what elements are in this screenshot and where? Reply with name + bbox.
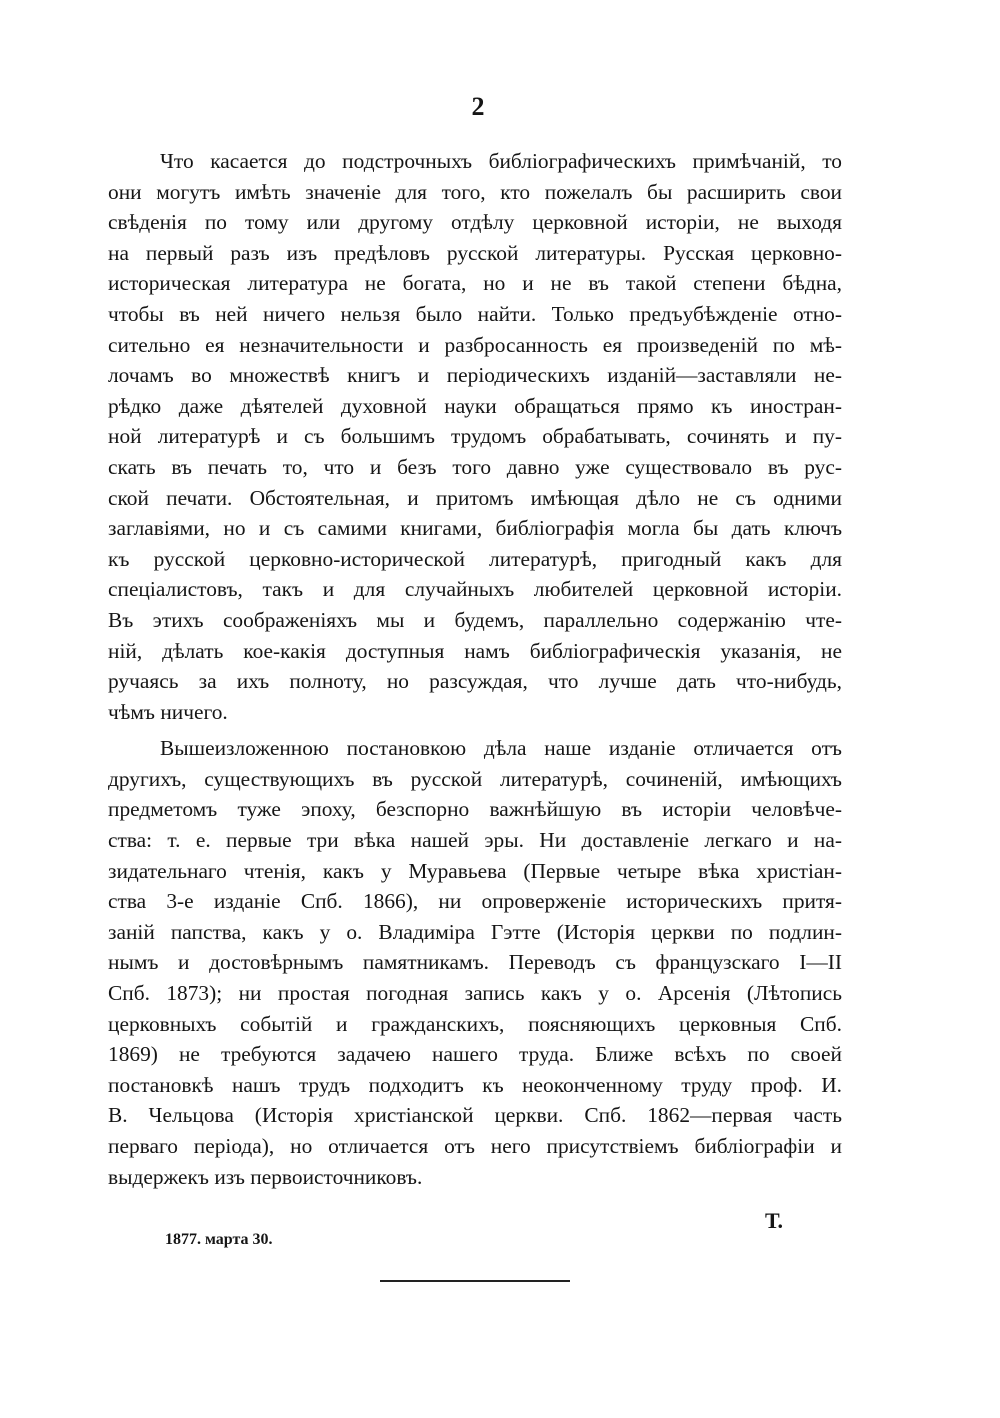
text-line: нымъ и достовѣрнымъ памятникамъ. Переводъ съ французскаго I—II [108,950,842,975]
text-line: ства: т. е. первые три вѣка нашей эры. Ни доставленіе легкаго и на- [108,828,842,853]
text-line: они могутъ имѣть значеніе для того, кто пожелалъ бы расширить свои [108,179,842,204]
text-line: перваго періода), но отличается отъ него присутствіемъ библіографіи и [108,1134,842,1158]
text-line: выдержекъ изъ первоисточниковъ. [108,1164,423,1189]
text-line: ной литературѣ и съ большимъ трудомъ обрабатывать, сочинять и пу- [108,424,842,449]
separator-rule [380,1280,570,1282]
text-line: предметомъ туже эпоху, безспорно важнѣйшую въ исторіи человѣче- [108,797,842,822]
text-line: церковныхъ событій и гражданскихъ, поясняющихъ церковныя Спб. [108,1011,842,1036]
text-line: на первый разъ изъ предѣловъ русской литературы. Русская церковно- [108,240,842,265]
text-line: чѣмъ ничего. [108,699,228,724]
text-line: сительно ея незначительности и разбросанность ея произведеній по мѣ- [108,332,842,357]
body-text [108,146,842,1192]
text-line: историческая литература не богата, но и не въ такой степени бѣдна, [108,271,842,296]
text-line: заній папства, какъ у о. Владиміра Гэтте (Исторія церкви по подлин- [108,919,842,944]
text-line: В. Чельцова (Исторія христіанской церкви. Спб. 1862—первая часть [108,1103,842,1128]
text-line: спеціалистовъ, такъ и для случайныхъ любителей церковной исторіи. [108,577,842,602]
author-signature: Т. [765,1208,783,1233]
text-line: другихъ, существующихъ въ русской литературѣ, сочиненій, имѣющихъ [108,766,842,791]
text-line: зидательнаго чтенія, какъ у Муравьева (Первые четыре вѣка христіан- [108,858,842,883]
text-line: Что касается до подстрочныхъ библіографическихъ примѣчаній, то [160,149,842,173]
text-line: рѣдко даже дѣятелей духовной науки обращаться прямо къ иностран- [108,393,842,418]
text-line: постановкѣ нашъ трудъ подходитъ къ неоконченному труду проф. И. [108,1072,842,1097]
text-line: къ русской церковно-исторической литературѣ, пригодный какъ для [108,546,842,571]
text-line: ской печати. Обстоятельная, и притомъ имѣющая дѣло не съ одними [108,485,842,510]
text-line: Вышеизложенною постановкою дѣла наше изданіе отличается отъ [160,736,842,761]
text-line: 1869) не требуются задачею нашего труда. Ближе всѣхъ по своей [108,1042,842,1067]
text-line: заглавіями, но и съ самими книгами, библіографія могла бы дать ключъ [108,516,842,541]
text-line: Въ этихъ соображеніяхъ мы и будемъ, параллельно содержанію чте- [108,607,842,632]
page-number: 2 [471,92,485,121]
date-line: 1877. марта 30. [165,1231,273,1248]
text-line: чтобы въ ней ничего нельзя было найти. Только предъубѣжденіе отно- [108,301,842,326]
text-line: ручаясь за ихъ полноту, но разсуждая, что лучше дать что-нибудь, [108,669,842,694]
text-line: свѣденія по тому или другому отдѣлу церковной исторіи, не выходя [108,210,842,235]
text-line: скать въ печать то, что и безъ того давно уже существовало въ рус- [108,454,842,479]
text-line: ній, дѣлать кое-какія доступныя намъ библіографическія указанія, не [108,638,842,663]
text-line: лочамъ во множествѣ книгъ и періодическихъ изданій—заставляли не- [108,363,842,388]
text-line: Спб. 1873); ни простая погодная запись какъ у о. Арсенія (Лѣтопись [108,981,842,1006]
text-line: ства 3-е изданіе Спб. 1866), ни опроверженіе историческихъ притя- [108,889,842,914]
